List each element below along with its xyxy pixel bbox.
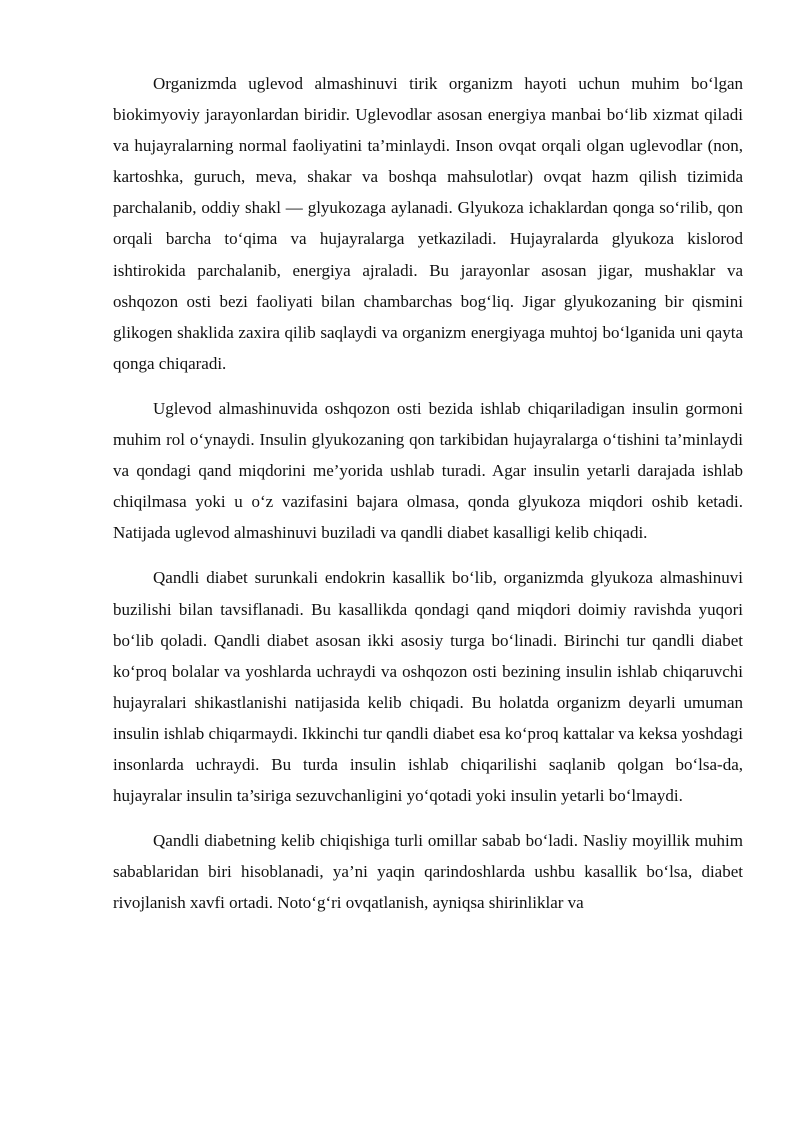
paragraph-insulin-role: Uglevod almashinuvida oshqozon osti bezida ishlab chiqariladigan insulin gormoni muhim rol o‘ynaydi. Insulin glyukozaning qon tarkibidan hujayralarga o‘tishini ta’minlaydi va qondagi qand miqdorini me’yorida ushlab turadi. Agar insulin yetarli darajada ishlab chiqilmasa yoki u o‘z vazifasini bajara olmasa, qonda glyukoza miqdori oshib ketadi. Natijada uglevod almashinuvi buziladi va qandli diabet kasalligi kelib chiqadi. xyxy=(113,398,743,543)
paragraph-carbohydrate-metabolism: Organizmda uglevod almashinuvi tirik organizm hayoti uchun muhim bo‘lgan biokimyoviy jarayonlardan biridir. Uglevodlar asosan energiya manbai bo‘lib xizmat qiladi va hujayralarning normal faoliyatini ta’minlaydi. Inson ovqat orqali olgan uglevodlar (non, kartoshka, guruch, meva, shakar va boshqa mahsulotlar) ovqat hazm qilish tizimida parchalanib, oddiy shakl — glyukozaga aylanadi. Glyukoza ichaklardan qonga so‘rilib, qon orqali barcha to‘qima va hujayralarga yetkaziladi. Hujayralarda glyukoza kislorod ishtirokida parchalanib, energiya ajraladi. Bu jarayonlar asosan jigar, mushaklar va oshqozon osti bezi faoliyati bilan chambarchas bog‘liq. Jigar glyukozaning bir qismini glikogen shaklida zaxira qilib saqlaydi va organizm energiyaga muhtoj bo‘lganida uni qayta qonga chiqaradi. xyxy=(113,74,743,373)
paragraph-diabetes-causes: Qandli diabetning kelib chiqishiga turli omillar sabab bo‘ladi. Nasliy moyillik muhim sabablaridan biri hisoblanadi, ya’ni yaqin qarindoshlarda ushbu kasallik bo‘lsa, diabet rivojlanish xavfi ortadi. Noto‘g‘ri ovqatlanish, ayniqsa shirinliklar va xyxy=(113,831,743,913)
paragraph-diabetes-types: Qandli diabet surunkali endokrin kasallik bo‘lib, organizmda glyukoza almashinuvi buzilishi bilan tavsiflanadi. Bu kasallikda qondagi qand miqdori doimiy ravishda yuqori bo‘lib qoladi. Qandli diabet asosan ikki asosiy turga bo‘linadi. Birinchi tur qandli diabet ko‘proq bolalar va yoshlarda uchraydi va oshqozon osti bezining insulin ishlab chiqaruvchi hujayralari shikastlanishi natijasida kelib chiqadi. Bu holatda organizm deyarli umuman insulin ishlab chiqarmaydi. Ikkinchi tur qandli diabet esa ko‘proq kattalar va keksa yoshdagi insonlarda uchraydi. Bu turda insulin ishlab chiqarilishi saqlanib qolgan bo‘lsa-da, hujayralar insulin ta’siriga sezuvchanligini yo‘qotadi yoki insulin yetarli bo‘lmaydi. xyxy=(113,568,743,806)
